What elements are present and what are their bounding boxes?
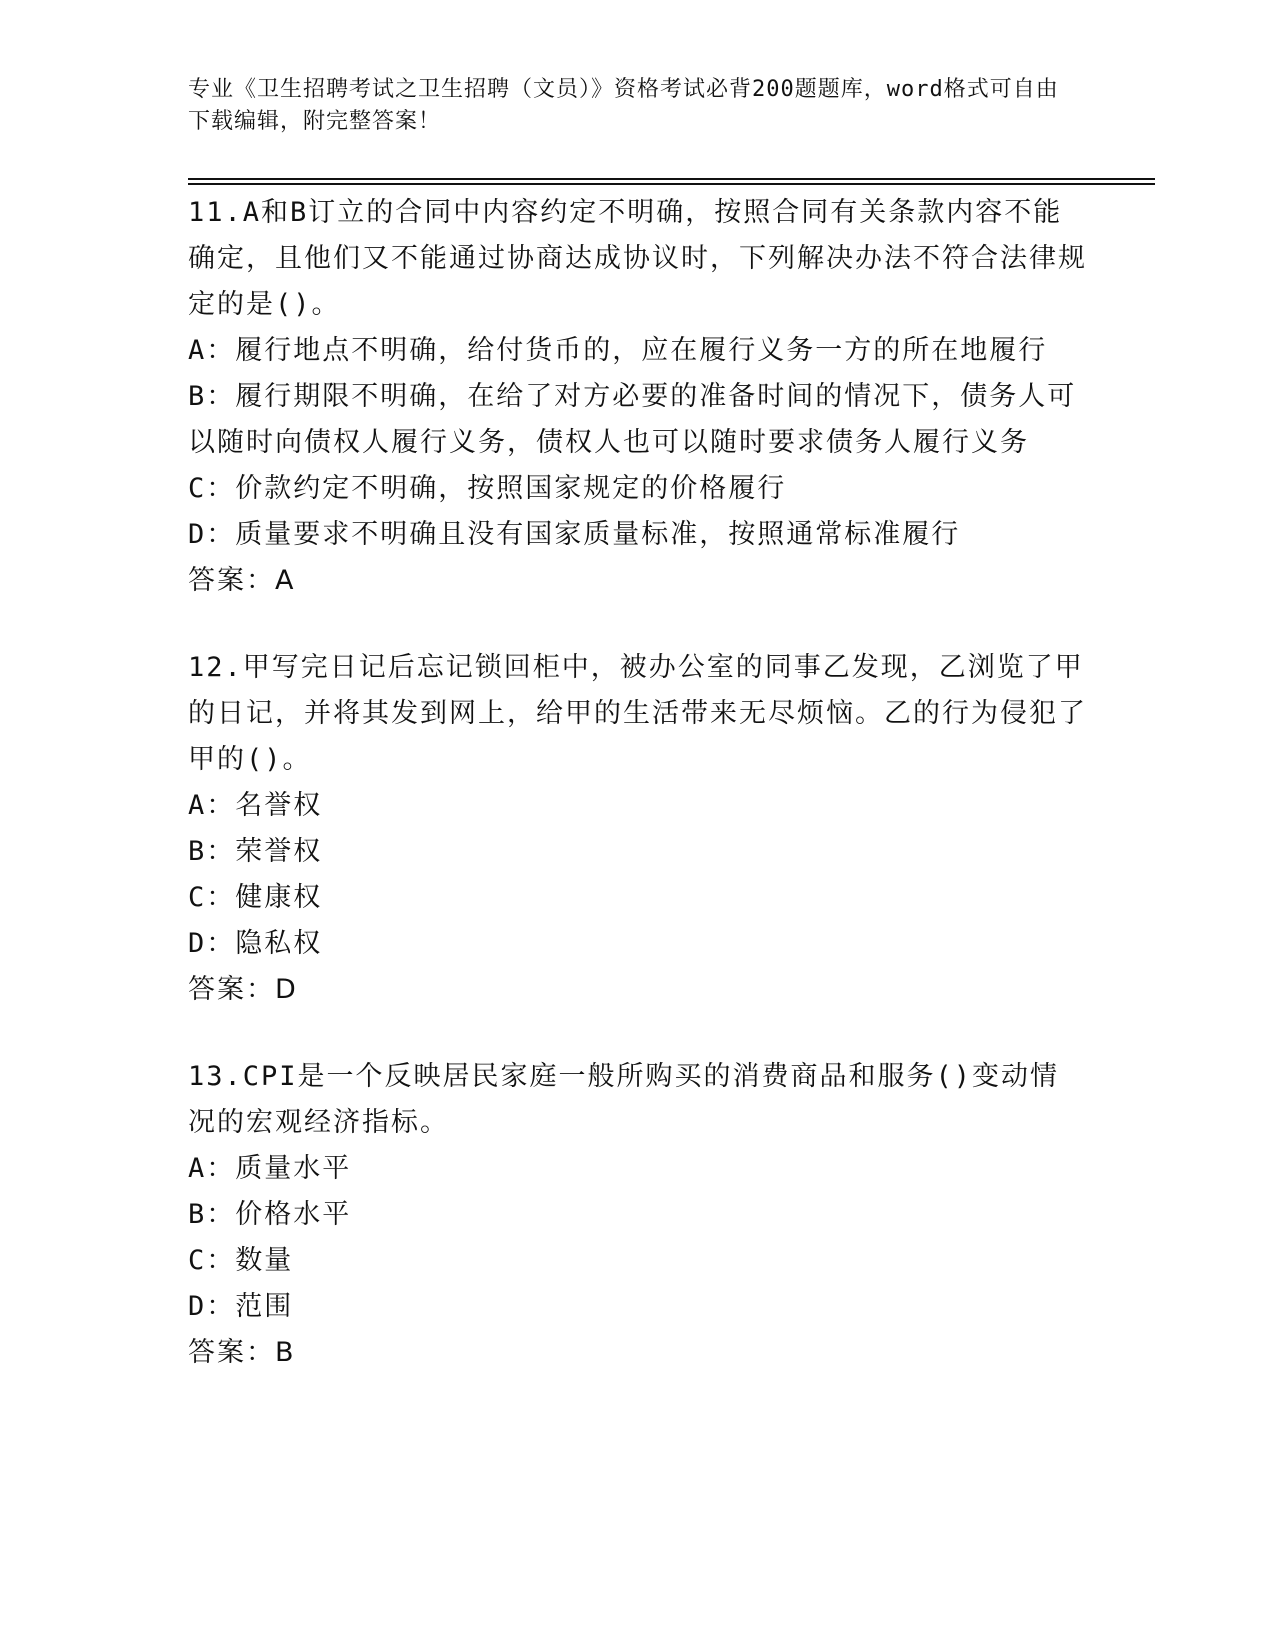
- header-divider-top: [188, 178, 1155, 180]
- header-divider-bottom: [188, 183, 1155, 185]
- question-11: [188, 190, 1088, 604]
- answer-label: 答案：B: [188, 1337, 296, 1368]
- option-b: B：履行期限不明确，在给了对方必要的准备时间的情况下，债务人可以随时向债权人履行义务，债权人也可以随时要求债务人履行义务: [188, 381, 1077, 458]
- option-d: D：隐私权: [188, 928, 323, 959]
- question-13: [188, 1054, 1088, 1376]
- option-b: B：荣誉权: [188, 836, 323, 867]
- option-c: C：数量: [188, 1245, 294, 1276]
- option-c: C：健康权: [188, 882, 323, 913]
- document-intro: 专业《卫生招聘考试之卫生招聘（文员）》资格考试必背200题题库，word格式可自由下载编辑，附完整答案！: [188, 77, 1059, 134]
- question-stem: 12.甲写完日记后忘记锁回柜中，被办公室的同事乙发现，乙浏览了甲的日记，并将其发到网上，给甲的生活带来无尽烦恼。乙的行为侵犯了甲的()。: [188, 652, 1087, 775]
- question-stem: 11.A和B订立的合同中内容约定不明确，按照合同有关条款内容不能确定，且他们又不能通过协商达成协议时，下列解决办法不符合法律规定的是()。: [188, 197, 1087, 320]
- answer-label: 答案：D: [188, 974, 298, 1005]
- option-b: B：价格水平: [188, 1199, 352, 1230]
- question-12: [188, 645, 1088, 1013]
- option-a: A：质量水平: [188, 1153, 352, 1184]
- question-stem: 13.CPI是一个反映居民家庭一般所购买的消费商品和服务()变动情况的宏观经济指标。: [188, 1061, 1060, 1138]
- option-c: C：价款约定不明确，按照国家规定的价格履行: [188, 473, 787, 504]
- option-d: D：范围: [188, 1291, 294, 1322]
- answer-label: 答案：A: [188, 565, 296, 596]
- option-d: D：质量要求不明确且没有国家质量标准，按照通常标准履行: [188, 519, 961, 550]
- option-a: A：履行地点不明确，给付货币的，应在履行义务一方的所在地履行: [188, 335, 1048, 366]
- option-a: A：名誉权: [188, 790, 323, 821]
